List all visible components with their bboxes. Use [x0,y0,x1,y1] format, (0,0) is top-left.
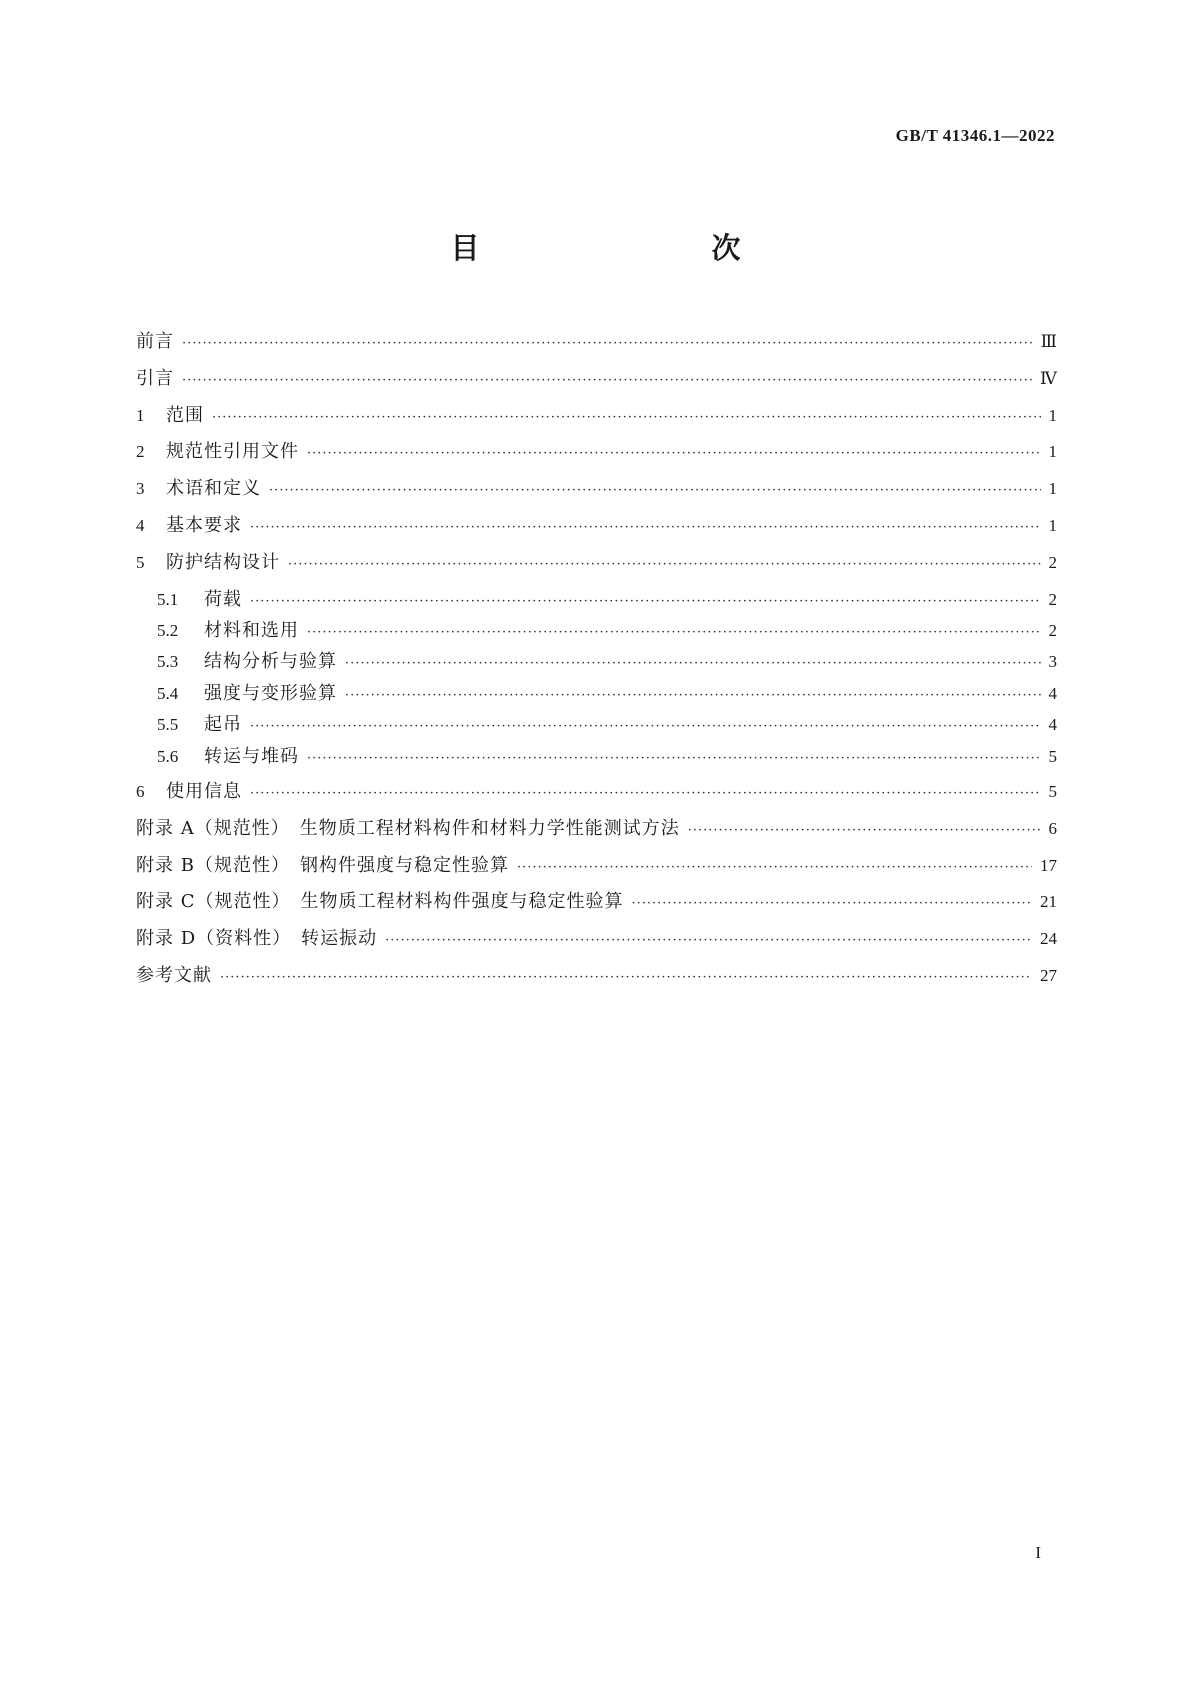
toc-entry-label: 附录 D（资料性） 转运振动 [136,928,378,950]
toc-entry-label: 范围 [166,404,204,426]
toc-entry-bibliography[interactable] [136,961,1057,998]
dot-leader [269,483,1041,498]
toc-entry-label: 附录 C（规范性） 生物质工程材料构件强度与稳定性验算 [136,891,624,913]
toc-entry-number: 5.3 [157,652,179,672]
toc-entry-number: 5.2 [157,620,179,640]
toc-entry-label: 参考文献 [136,964,212,986]
dot-leader [307,446,1041,461]
dot-leader [385,933,1032,948]
toc-entry-label: 前言 [136,331,174,352]
toc-entry-5[interactable] [136,548,1057,585]
toc-entry-page: Ⅲ [1040,332,1057,351]
toc-entry-page: 3 [1048,652,1057,672]
toc-entry-5-4[interactable] [136,679,1057,710]
toc-entry-number: 4 [136,515,145,535]
toc-entry-introduction[interactable] [136,364,1057,401]
toc-entry-2[interactable] [136,437,1057,474]
toc-entry-page: 17 [1040,855,1057,875]
toc-entry-5-2[interactable] [136,616,1057,647]
toc-entry-number: 5.1 [157,589,179,609]
toc-entry-number: 1 [136,405,145,425]
toc-entry-label: 防护结构设计 [166,551,280,573]
toc-entry-label: 强度与变形验算 [204,682,337,704]
dot-leader [250,594,1041,609]
toc-entry-number: 6 [136,781,145,801]
toc-entry-label: 材料和选用 [204,619,299,641]
page-title: 目 次 [450,231,799,265]
toc-entry-page: 5 [1048,746,1057,766]
toc-entry-label: 荷载 [204,588,242,610]
toc-entry-page: 1 [1048,405,1057,425]
toc-entry-number: 5 [136,552,145,572]
toc-entry-annex-c[interactable] [136,887,1057,924]
toc-entry-label: 引言 [136,367,174,389]
toc-entry-5-1[interactable] [136,585,1057,616]
toc-entry-label: 附录 B（规范性） 钢构件强度与稳定性验算 [136,854,509,876]
toc-entry-label: 结构分析与验算 [204,651,337,673]
toc-entry-page: 1 [1048,479,1057,499]
toc-entry-number: 2 [136,442,145,462]
toc-entry-label: 规范性引用文件 [166,441,299,463]
toc-entry-page: 24 [1040,929,1057,949]
toc-entry-6[interactable] [136,777,1057,814]
toc-entry-page: 27 [1040,965,1057,985]
dot-leader [250,786,1041,801]
dot-leader [288,557,1041,572]
dot-leader [182,336,1033,351]
toc-entry-4[interactable] [136,511,1057,548]
dot-leader [345,656,1041,671]
toc-entry-page: 4 [1048,683,1057,703]
dot-leader [307,751,1041,766]
toc-entry-5-6[interactable] [136,742,1057,773]
toc-entry-label: 转运与堆码 [204,745,299,767]
toc-entry-label: 起吊 [204,714,242,736]
toc-entry-page: 2 [1048,589,1057,609]
dot-leader [250,719,1041,734]
toc-entry-annex-b[interactable] [136,851,1057,888]
toc-entry-page: 1 [1048,442,1057,462]
dot-leader [345,688,1041,703]
page-number: I [1035,1543,1041,1562]
toc-entry-page: 4 [1048,715,1057,735]
table-of-contents [136,327,1057,998]
toc-entry-3[interactable] [136,474,1057,511]
toc-entry-number: 5.5 [157,715,179,735]
toc-entry-1[interactable] [136,401,1057,438]
dot-leader [182,373,1032,388]
toc-entry-page: 5 [1048,781,1057,801]
toc-entry-label: 附录 A（规范性） 生物质工程材料构件和材料力学性能测试方法 [136,817,680,839]
toc-entry-foreword[interactable] [136,327,1057,364]
toc-entry-annex-a[interactable] [136,814,1057,851]
toc-entry-page: 2 [1048,552,1057,572]
toc-entry-annex-d[interactable] [136,924,1057,961]
toc-entry-5-5[interactable] [136,710,1057,741]
toc-entry-page: 2 [1048,620,1057,640]
dot-leader [517,860,1032,875]
dot-leader [250,520,1041,535]
toc-entry-label: 基本要求 [166,514,242,536]
dot-leader [688,823,1041,838]
toc-entry-page: 6 [1048,818,1057,838]
dot-leader [307,625,1041,640]
toc-entry-5-3[interactable] [136,647,1057,678]
toc-entry-number: 3 [136,479,145,499]
dot-leader [212,410,1041,425]
toc-entry-label: 使用信息 [166,780,242,802]
dot-leader [220,970,1032,985]
standard-code: GB/T 41346.1—2022 [895,126,1055,145]
toc-entry-page: 21 [1040,892,1057,912]
toc-entry-number: 5.4 [157,683,179,703]
toc-entry-label: 术语和定义 [166,478,261,500]
toc-entry-number: 5.6 [157,746,179,766]
toc-entry-page: 1 [1048,515,1057,535]
dot-leader [632,896,1033,911]
toc-entry-page: Ⅳ [1040,368,1057,388]
